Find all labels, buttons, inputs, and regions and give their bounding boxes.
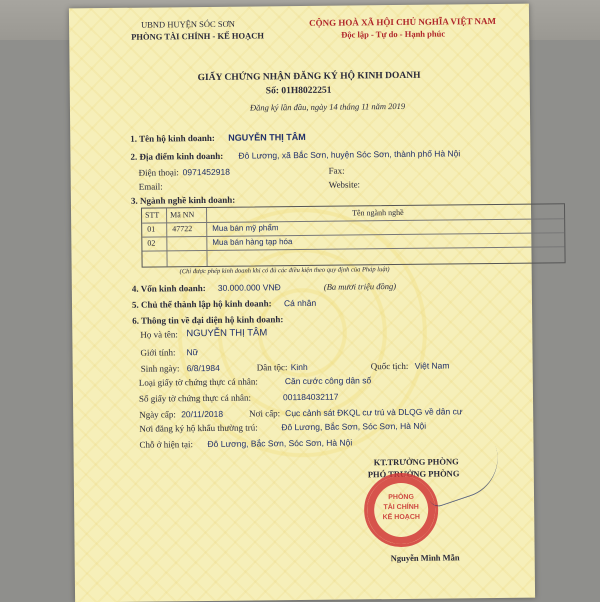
handwritten-signature-icon [419,445,508,509]
table-header-code: Mã NN [170,210,195,220]
table-cell: Mua bán hàng tạp hóa [212,237,293,247]
document-title: GIẤY CHỨNG NHẬN ĐĂNG KÝ HỘ KINH DOANH [197,70,421,84]
dob-value: 6/8/1984 [186,362,220,374]
issuer-label: Nơi cấp: [249,408,281,419]
business-location-value: Đô Lương, xã Bắc Sơn, huyện Sóc Sơn, thành phố Hà Nội [238,148,461,161]
founder-type-value: Cá nhân [283,297,317,309]
founder-type-label: 5. Chủ thể thành lập hộ kinh doanh: [131,298,272,310]
nationality-value: Việt Nam [414,360,450,371]
rep-name-value: NGUYỄN THỊ TÂM [186,327,268,340]
agency-name: UBND HUYỆN SÓC SƠN [141,18,235,30]
department-name: PHÒNG TÀI CHÍNH - KẾ HOẠCH [131,30,265,42]
signer-title-2: PHÓ TRƯỞNG PHÒNG [367,468,460,480]
capital-label: 4. Vốn kinh doanh: [131,283,206,294]
id-number-value: 001184032117 [282,391,339,403]
business-lines-table [141,203,566,267]
fax-label: Fax: [328,165,345,176]
seal-text: PHÒNG [388,493,414,502]
business-lines-note: (Chỉ được phép kinh doanh khi có đủ các điều kiện theo quy định của Pháp luật) [179,266,390,276]
certificate-number [266,86,332,97]
issue-date-label: Ngày cấp: [139,409,176,420]
issue-date-value: 20/11/2018 [181,408,224,420]
table-header-stt: STT [145,210,160,220]
signer-name: Nguyễn Minh Mẫn [390,552,460,564]
registered-address-value: Đô Lương, Bắc Sơn, Sóc Sơn, Hà Nội [281,420,427,433]
registration-date: Đăng ký lần đầu, ngày 14 tháng 11 năm 2019 [249,100,406,113]
nationality-label: Quốc tịch: [370,360,409,372]
phone-value: 0971452918 [182,166,230,178]
national-motto: Độc lập - Tự do - Hạnh phúc [341,28,446,40]
id-number-label: Số giấy tờ chứng thực cá nhân: [138,392,252,404]
current-address-label: Chỗ ở hiện tại: [139,439,194,450]
gender-label: Giới tính: [140,347,176,358]
certificate-number-value: 01H8022251 [281,85,332,97]
dob-label: Sinh ngày: [140,363,180,374]
business-name-label: 1. Tên hộ kinh doanh: [130,132,215,144]
certificate-number-label: Số: [265,86,280,97]
national-title: CỘNG HOÀ XÃ HỘI CHỦ NGHĨA VIỆT NAM [309,15,497,28]
table-cell: 47722 [172,224,193,234]
id-type-value: Căn cước công dân số [284,375,372,387]
ethnicity-label: Dân tộc: [256,362,288,373]
business-lines-label: 3. Ngành nghề kinh doanh: [130,194,236,206]
signer-title-1: KT.TRƯỞNG PHÒNG [373,456,459,468]
phone-label: Điện thoại: [138,167,179,178]
current-address-value: Đô Lương, Bắc Sơn, Sóc Sơn, Hà Nội [207,437,353,449]
registered-address-label: Nơi đăng ký hộ khẩu thường trú: [139,422,258,434]
issuer-value: Cục cảnh sát ĐKQL cư trú và DLQG về dân cư [285,406,463,419]
business-location-label: 2. Địa điểm kinh doanh: [130,150,224,162]
table-cell: 02 [147,238,156,248]
email-label: Email: [138,181,163,192]
table-header-name: Tên ngành nghề [352,207,404,218]
capital-words: (Ba mươi triệu đồng) [323,281,397,292]
table-cell: 01 [147,224,156,234]
capital-value: 30.000.000 VNĐ [217,282,281,293]
website-label: Website: [328,179,361,190]
business-certificate-document [69,4,535,602]
gender-value: Nữ [186,347,199,358]
ethnicity-value: Kinh [290,361,308,373]
seal-text: KẾ HOẠCH [382,513,420,522]
representative-label: 6. Thông tin về đại diện hộ kinh doanh: [132,314,284,326]
business-name-value: NGUYỄN THỊ TÂM [228,131,306,143]
table-cell: Mua bán mỹ phẩm [212,223,279,233]
seal-text: TÀI CHÍNH [383,503,419,512]
rep-name-label: Họ và tên: [140,329,178,340]
id-type-label: Loại giấy tờ chứng thực cá nhân: [138,376,258,388]
